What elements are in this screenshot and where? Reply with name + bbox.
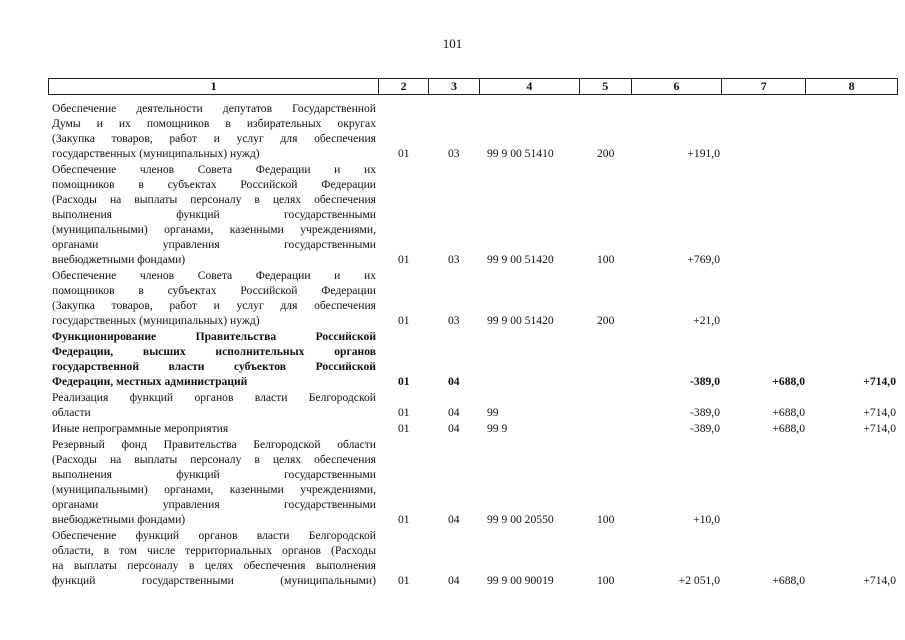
description-line: Федерации, местных администраций (52, 375, 248, 388)
row-description (52, 390, 376, 420)
description-line: (муниципальными) органами, казенными учреждениями, (52, 223, 376, 236)
description-line: (Закупка товаров, работ и услуг для обеспечения (52, 132, 376, 145)
cell-c5: 100 (597, 513, 615, 526)
table-row (52, 390, 898, 420)
cell-c4: 99 9 00 51420 (487, 314, 554, 327)
description-line: Функционирование Правительства Российской (52, 330, 376, 343)
cell-c4: 99 9 00 90019 (487, 574, 554, 587)
table-row (52, 528, 898, 588)
table-row (52, 421, 898, 436)
cell-c8: +714,0 (863, 574, 896, 587)
cell-c7: +688,0 (772, 406, 805, 419)
cell-c7: +688,0 (772, 422, 805, 435)
row-description (52, 437, 376, 527)
table-row (52, 162, 898, 267)
description-line: Обеспечение деятельности депутатов Государственной (52, 102, 376, 115)
row-description (52, 268, 376, 328)
cell-c6: +2 051,0 (678, 574, 720, 587)
cell-c6: +191,0 (687, 147, 720, 160)
row-description (52, 528, 376, 588)
row-description (52, 421, 376, 436)
description-line: (Закупка товаров, работ и услуг для обеспечения (52, 299, 376, 312)
cell-c6: +21,0 (693, 314, 720, 327)
cell-c7: +688,0 (772, 375, 805, 388)
header-col-3: 3 (429, 79, 480, 94)
header-col-8: 8 (848, 79, 855, 93)
description-line: области, в том числе территориальных органов (Расходы (52, 544, 376, 557)
description-line: (муниципальными) органами, казенными учреждениями, (52, 483, 376, 496)
cell-c5: 100 (597, 574, 615, 587)
description-line: государственной власти субъектов Российской (52, 360, 376, 373)
cell-c8: +714,0 (863, 406, 896, 419)
header-col-6: 6 (632, 79, 723, 94)
table-row (52, 101, 898, 161)
cell-c2: 01 (398, 314, 410, 327)
cell-c4: 99 9 00 20550 (487, 513, 554, 526)
cell-c3: 04 (448, 375, 460, 388)
description-line: внебюджетными фондами) (52, 513, 186, 526)
cell-c4: 99 9 00 51420 (487, 253, 554, 266)
description-line: Резервный фонд Правительства Белгородской области (52, 438, 376, 451)
description-line: области (52, 406, 91, 419)
description-line: Федерации, высших исполнительных органов (52, 345, 376, 358)
description-line: помощников в субъектах Российской Федерации (52, 284, 376, 297)
description-line: выполнения функций государственными (52, 208, 376, 221)
description-line: функций государственными (муниципальными) (52, 574, 376, 587)
cell-c2: 01 (398, 422, 410, 435)
cell-c3: 03 (448, 147, 460, 160)
cell-c5: 200 (597, 147, 615, 160)
description-line: Реализация функций органов власти Белгородской (52, 391, 376, 404)
description-line: Думы и их помощников в избирательных округах (52, 117, 376, 130)
description-line: на выплаты персоналу в целях обеспечения выполнения (52, 559, 376, 572)
description-line: (Расходы на выплаты персоналу в целях обеспечения (52, 193, 376, 206)
description-line: органами управления государственными (52, 238, 376, 251)
description-line: (Расходы на выплаты персоналу в целях обеспечения (52, 453, 376, 466)
cell-c2: 01 (398, 147, 410, 160)
table-body (52, 101, 898, 588)
cell-c5: 200 (597, 314, 615, 327)
cell-c6: +10,0 (693, 513, 720, 526)
cell-c4: 99 9 00 51410 (487, 147, 554, 160)
page-number: 101 (442, 36, 463, 51)
row-description (52, 162, 376, 267)
header-col-1: 1 (49, 79, 379, 94)
row-description (52, 101, 376, 161)
cell-c3: 04 (448, 406, 460, 419)
cell-c3: 03 (448, 253, 460, 266)
header-col-4: 4 (480, 79, 580, 94)
cell-c3: 04 (448, 422, 460, 435)
cell-c6: -389,0 (690, 422, 720, 435)
cell-c7: +688,0 (772, 574, 805, 587)
cell-c3: 04 (448, 513, 460, 526)
cell-c2: 01 (398, 513, 410, 526)
description-line: выполнения функций государственными (52, 468, 376, 481)
table-header (48, 78, 898, 95)
cell-c4: 99 9 (487, 422, 508, 435)
cell-c3: 03 (448, 314, 460, 327)
cell-c5: 100 (597, 253, 615, 266)
table-row (52, 329, 898, 389)
header-col-2: 2 (379, 79, 429, 94)
cell-c2: 01 (398, 375, 410, 388)
description-line: Иные непрограммные мероприятия (52, 422, 229, 435)
cell-c6: -389,0 (690, 375, 720, 388)
table-row (52, 437, 898, 527)
cell-c2: 01 (398, 574, 410, 587)
cell-c2: 01 (398, 253, 410, 266)
description-line: Обеспечение членов Совета Федерации и их (52, 269, 376, 282)
row-description (52, 329, 376, 389)
cell-c8: +714,0 (863, 375, 896, 388)
cell-c6: -389,0 (690, 406, 720, 419)
description-line: Обеспечение функций органов власти Белгородской (52, 529, 376, 542)
header-col-5: 5 (580, 79, 632, 94)
cell-c4: 99 (487, 406, 499, 419)
description-line: государственных (муниципальных) нужд) (52, 147, 260, 160)
table-row (52, 268, 898, 328)
cell-c3: 04 (448, 574, 460, 587)
description-line: помощников в субъектах Российской Федерации (52, 178, 376, 191)
description-line: Обеспечение членов Совета Федерации и их (52, 163, 376, 176)
description-line: государственных (муниципальных) нужд) (52, 314, 260, 327)
header-col-7: 7 (722, 79, 806, 94)
description-line: органами управления государственными (52, 498, 376, 511)
cell-c8: +714,0 (863, 422, 896, 435)
cell-c6: +769,0 (687, 253, 720, 266)
description-line: внебюджетными фондами) (52, 253, 186, 266)
cell-c2: 01 (398, 406, 410, 419)
